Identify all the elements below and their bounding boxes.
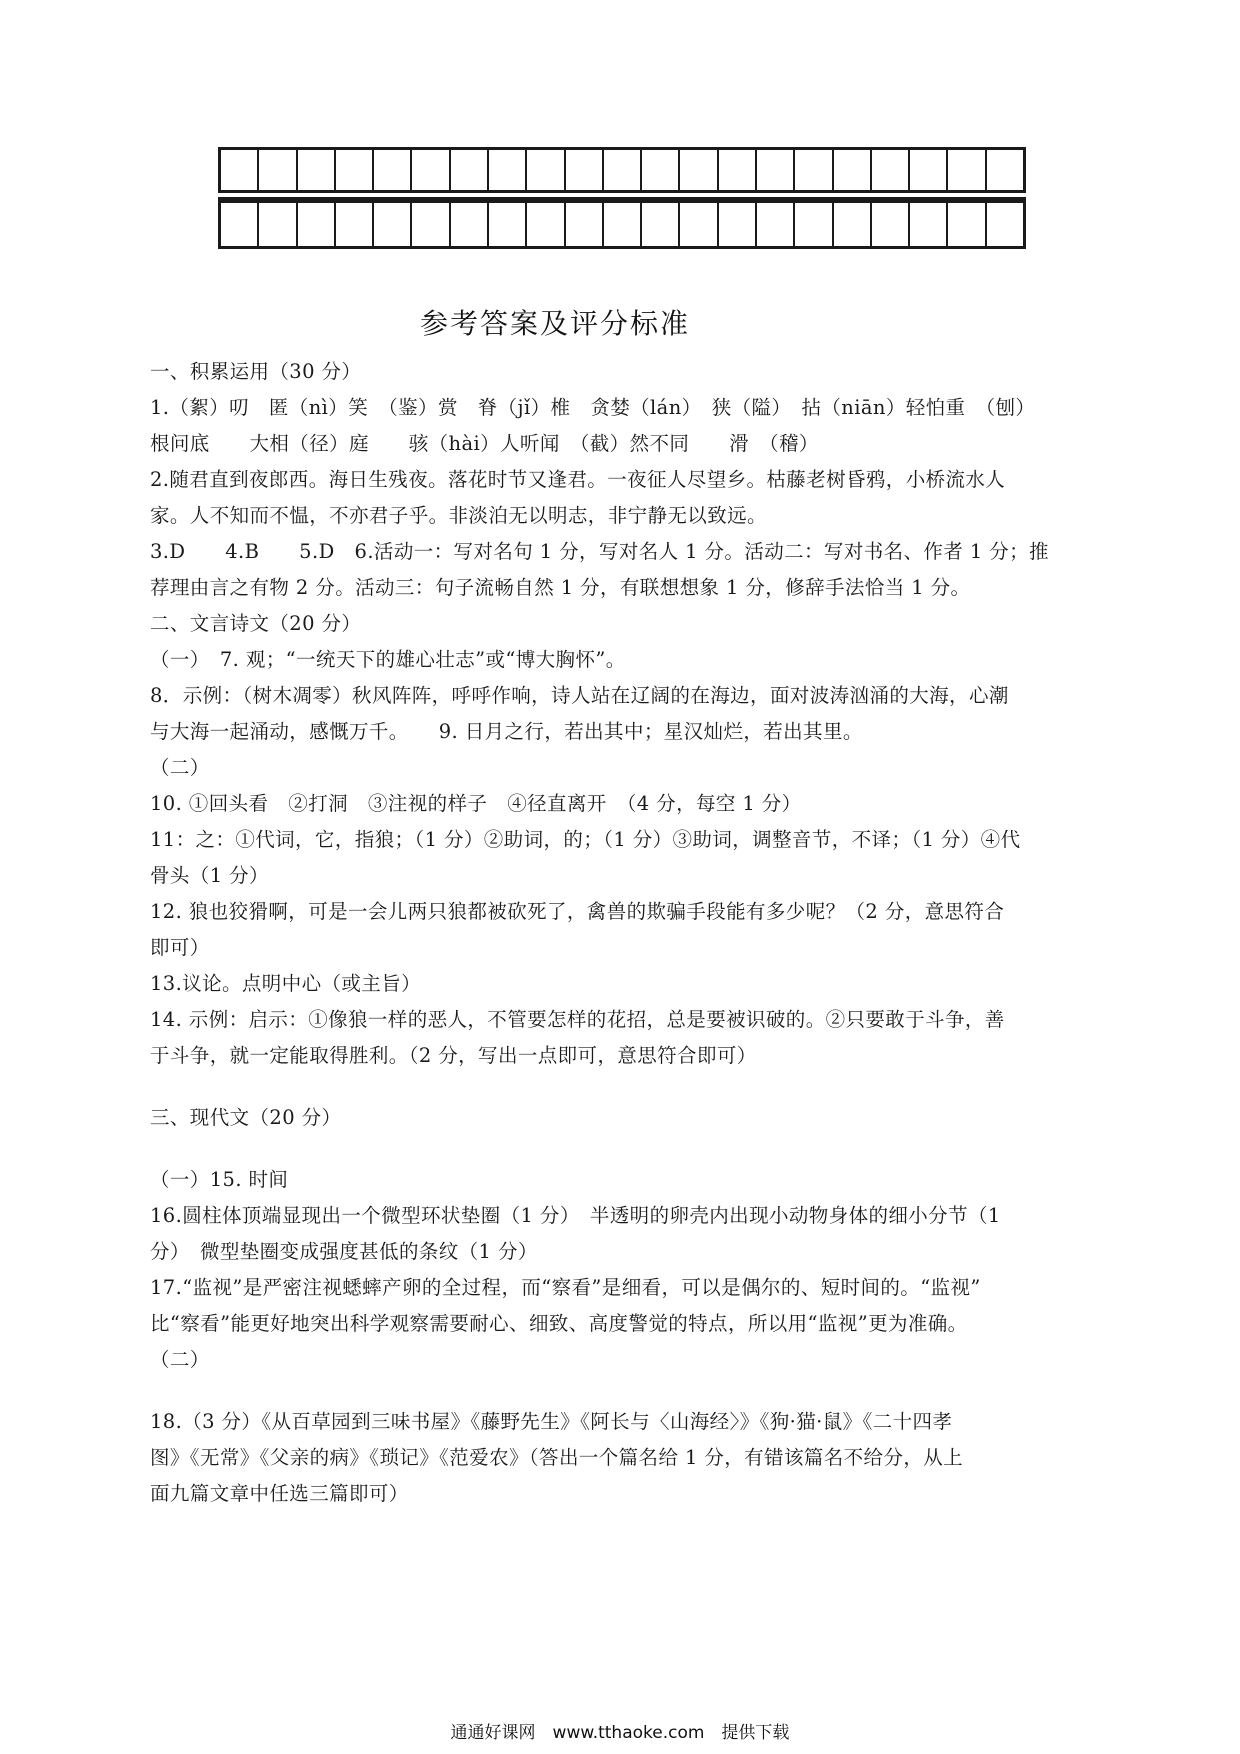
grid-cell <box>298 150 336 190</box>
grid-cell <box>719 150 757 190</box>
blank-line <box>150 1074 1100 1100</box>
section-heading: 一、积累运用（30 分） <box>150 360 362 383</box>
grid-cell <box>221 203 259 246</box>
answer-grid-row <box>218 197 1026 249</box>
grid-cell <box>795 203 833 246</box>
answer-line: 10. ①回头看 ②打洞 ③注视的样子 ④径直离开 （4 分，每空 1 分） <box>150 792 802 815</box>
grid-cell <box>795 150 833 190</box>
grid-cell <box>680 150 718 190</box>
blank-line <box>150 1378 1100 1404</box>
grid-cell <box>604 203 642 246</box>
answer-line: 骨头（1 分） <box>150 864 269 887</box>
answer-line: 14. 示例：启示：①像狼一样的恶人，不管要怎样的花招，总是要被识破的。②只要敢于斗争，善 <box>150 1008 1005 1031</box>
grid-cell <box>374 203 412 246</box>
grid-cell <box>987 150 1023 190</box>
answer-line: 2.随君直到夜郎西。海日生残夜。落花时节又逢君。一夜征人尽望乡。枯藤老树昏鸦，小桥流水人 <box>150 468 1006 491</box>
grid-cell <box>451 203 489 246</box>
grid-cell <box>757 150 795 190</box>
answer-line: 与大海一起涌动，感慨万千。 9. 日月之行，若出其中；星汉灿烂，若出其里。 <box>150 720 863 743</box>
grid-cell <box>834 203 872 246</box>
answer-line: 分） 微型垫圈变成强度甚低的条纹（1 分） <box>150 1240 538 1263</box>
grid-cell <box>719 203 757 246</box>
answer-line: 即可） <box>150 936 210 959</box>
grid-cell <box>834 150 872 190</box>
answer-grid-row <box>218 147 1026 193</box>
answer-grid <box>218 147 1026 249</box>
answer-line: 图》《无常》《父亲的病》《琐记》《范爱农》（答出一个篇名给 1 分，有错该篇名不给分，从上 <box>150 1446 964 1469</box>
answer-line: 比“察看”能更好地突出科学观察需要耐心、细致、高度警觉的特点，所以用“监视”更为准确。 <box>150 1312 968 1335</box>
page-title: 参考答案及评分标准 <box>419 307 690 340</box>
answer-line: 13.议论。点明中心（或主旨） <box>150 972 422 995</box>
grid-cell <box>412 150 450 190</box>
answer-line: 于斗争，就一定能取得胜利。（2 分，写出一点即可，意思符合即可） <box>150 1044 757 1067</box>
answer-line: 面九篇文章中任选三篇即可） <box>150 1482 409 1505</box>
blank-line <box>150 1136 1100 1162</box>
answer-line: 荐理由言之有物 2 分。活动三：句子流畅自然 1 分，有联想想象 1 分，修辞手法恰当 1 分。 <box>150 576 971 599</box>
answer-line: 18.（3 分）《从百草园到三味书屋》《藤野先生》《阿长与〈山海经〉》《狗·猫·鼠》《二十四孝 <box>150 1410 953 1433</box>
answer-line: （二） <box>150 756 210 779</box>
grid-cell <box>642 203 680 246</box>
answer-line: 16.圆柱体顶端显现出一个微型环状垫圈（1 分） 半透明的卵壳内出现小动物身体的细小分节（1 <box>150 1204 1001 1227</box>
grid-cell <box>987 203 1023 246</box>
grid-cell <box>604 150 642 190</box>
grid-cell <box>527 150 565 190</box>
grid-cell <box>872 150 910 190</box>
grid-cell <box>910 150 948 190</box>
grid-cell <box>336 203 374 246</box>
grid-cell <box>489 203 527 246</box>
answer-line: 12. 狼也狡猾啊，可是一会儿两只狼都被砍死了，禽兽的欺骗手段能有多少呢？（2 分，意思符合 <box>150 900 1005 923</box>
answer-line: 家。人不知而不愠，不亦君子乎。非淡泊无以明志，非宁静无以致远。 <box>150 504 767 527</box>
answer-body <box>150 354 1100 1512</box>
grid-cell <box>412 203 450 246</box>
answer-line: 1.（絮）叨 匿（nì）笑 （鉴）赏 脊（jǐ）椎 贪婪（lán） 狭（隘） 拈（niān）轻怕重 （刨） <box>150 396 1036 419</box>
page-footer: 通通好课网 www.tthaoke.com 提供下载 <box>450 1723 790 1743</box>
answer-line: 3.D 4.B 5.D 6.活动一：写对名句 1 分，写对名人 1 分。活动二：写对书名、作者 1 分；推 <box>150 540 1049 563</box>
grid-cell <box>489 150 527 190</box>
answer-line: 17.“监视”是严密注视蟋蟀产卵的全过程，而“察看”是细看，可以是偶尔的、短时间的。“监视” <box>150 1276 981 1299</box>
grid-cell <box>374 150 412 190</box>
answer-line: （一）15. 时间 <box>150 1168 289 1191</box>
grid-cell <box>451 150 489 190</box>
grid-cell <box>948 203 986 246</box>
grid-cell <box>642 150 680 190</box>
grid-cell <box>566 203 604 246</box>
grid-cell <box>680 203 718 246</box>
answer-line: （二） <box>150 1348 210 1371</box>
grid-cell <box>527 203 565 246</box>
grid-cell <box>757 203 795 246</box>
answer-line: 根问底 大相（径）庭 骇（hài）人听闻 （截）然不同 滑 （稽） <box>150 432 819 455</box>
answer-line: 8．示例：（树木凋零）秋风阵阵，呼呼作响，诗人站在辽阔的在海边，面对波涛汹涌的大海，心潮 <box>150 684 1009 707</box>
grid-cell <box>948 150 986 190</box>
answer-line: 11：之：①代词，它，指狼；（1 分）②助词，的；（1 分）③助词，调整音节，不译；（1 分）④代 <box>150 828 1021 851</box>
grid-cell <box>336 150 374 190</box>
grid-cell <box>910 203 948 246</box>
grid-cell <box>566 150 604 190</box>
grid-cell <box>298 203 336 246</box>
grid-cell <box>259 203 297 246</box>
section-heading: 三、现代文（20 分） <box>150 1106 342 1129</box>
section-heading: 二、文言诗文（20 分） <box>150 612 362 635</box>
grid-cell <box>259 150 297 190</box>
grid-cell <box>872 203 910 246</box>
answer-line: （一） 7. 观；“一统天下的雄心壮志”或“博大胸怀”。 <box>150 648 626 671</box>
grid-cell <box>221 150 259 190</box>
